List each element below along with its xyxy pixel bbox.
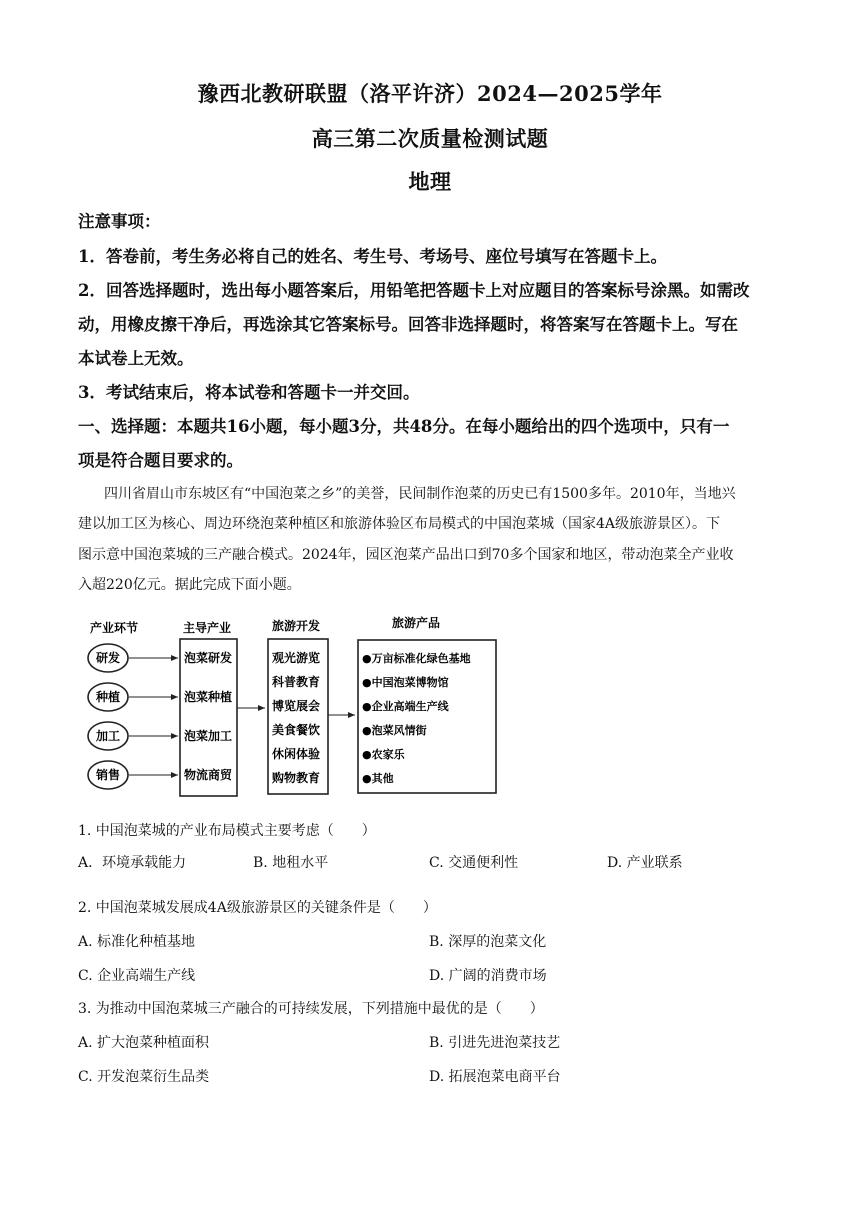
- stage-label: 加工: [96, 729, 121, 743]
- product-label: ●泡菜风情街: [362, 724, 427, 737]
- passage-line-4: 入超220亿元。据此完成下面小题。: [78, 577, 301, 593]
- section-1-line-1: 一、选择题：本题共16小题，每小题3分，共48分。在每小题给出的四个选项中，只有一: [78, 417, 730, 436]
- tourism-label: 美食餐饮: [272, 723, 321, 737]
- tourism-label: 购物教育: [272, 771, 321, 785]
- question-3-stem: 3. 为推动中国泡菜城三产融合的可持续发展，下列措施中最优的是（ ）: [78, 1001, 544, 1017]
- industry-label: 泡菜加工: [184, 729, 233, 743]
- question-1-option-a: A．环境承载能力: [78, 855, 187, 871]
- tourism-label: 观光游览: [272, 651, 321, 665]
- question-3-option-d: D. 拓展泡菜电商平台: [429, 1069, 561, 1085]
- col-header-industry: 主导产业: [183, 621, 232, 635]
- question-3-option-a: A. 扩大泡菜种植面积: [78, 1035, 210, 1051]
- question-3-option-b: B. 引进先进泡菜技艺: [429, 1035, 561, 1051]
- section-1-line-2: 项是符合题目要求的。: [78, 451, 243, 470]
- stage-label: 销售: [96, 768, 121, 782]
- col-header-tourism: 旅游开发: [272, 619, 321, 633]
- question-1-stem: 1. 中国泡菜城的产业布局模式主要考虑（ ）: [78, 823, 376, 839]
- question-2-option-a: A. 标准化种植基地: [78, 934, 196, 950]
- question-3-option-c: C. 开发泡菜衍生品类: [78, 1069, 210, 1085]
- col-header-stage: 产业环节: [90, 621, 139, 635]
- question-2-stem: 2. 中国泡菜城发展成4A级旅游景区的关键条件是（ ）: [78, 900, 437, 916]
- passage-line-1: 四川省眉山市东坡区有“中国泡菜之乡”的美誉，民间制作泡菜的历史已有1500多年。2010年，当地兴: [104, 486, 736, 502]
- industry-fusion-diagram: [80, 612, 510, 802]
- tourism-label: 科普教育: [272, 675, 321, 689]
- tourism-label: 博览展会: [272, 699, 321, 713]
- industry-label: 泡菜研发: [184, 651, 233, 665]
- question-1-option-b: B. 地租水平: [253, 855, 329, 871]
- question-1-option-c: C. 交通便利性: [429, 855, 519, 871]
- subject-title: 地理: [408, 169, 452, 194]
- notice-item-2-line-2: 动，用橡皮擦干净后，再选涂其它答案标号。回答非选择题时，将答案写在答题卡上。写在: [78, 315, 738, 334]
- stage-label: 种植: [96, 690, 121, 704]
- tourism-label: 休闲体验: [272, 747, 321, 761]
- question-2-option-c: C. 企业高端生产线: [78, 968, 196, 984]
- stage-label: 研发: [96, 651, 121, 665]
- question-2-option-b: B. 深厚的泡菜文化: [429, 934, 547, 950]
- passage-line-2: 建以加工区为核心、周边环绕泡菜种植区和旅游体验区布局模式的中国泡菜城（国家4A级旅游景区）。下: [78, 516, 721, 532]
- industry-label: 物流商贸: [184, 768, 233, 782]
- product-label: ●中国泡菜博物馆: [362, 676, 449, 689]
- product-label: ●其他: [362, 772, 394, 785]
- notice-heading: 注意事项：: [78, 212, 161, 231]
- notice-item-1: 1．答卷前，考生务必将自己的姓名、考生号、考场号、座位号填写在答题卡上。: [78, 247, 667, 266]
- exam-subtitle: 高三第二次质量检测试题: [311, 126, 549, 151]
- passage-line-3: 图示意中国泡菜城的三产融合模式。2024年，园区泡菜产品出口到70多个国家和地区，带动泡菜全产业收: [78, 547, 734, 563]
- notice-item-3: 3．考试结束后，将本试卷和答题卡一并交回。: [78, 383, 420, 402]
- col-header-products: 旅游产品: [392, 616, 441, 630]
- industry-label: 泡菜种植: [184, 690, 233, 704]
- notice-item-2-line-3: 本试卷上无效。: [78, 349, 194, 368]
- notice-item-2-line-1: 2．回答选择题时，选出每小题答案后，用铅笔把答题卡上对应题目的答案标号涂黑。如需改: [78, 281, 750, 300]
- product-label: ●企业高端生产线: [362, 700, 449, 713]
- exam-title: 豫西北教研联盟（洛平许济）2024—2025学年: [197, 81, 663, 106]
- question-2-option-d: D. 广阔的消费市场: [429, 968, 547, 984]
- question-1-option-d: D. 产业联系: [607, 855, 683, 871]
- product-label: ●万亩标准化绿色基地: [362, 652, 471, 665]
- product-label: ●农家乐: [362, 748, 405, 761]
